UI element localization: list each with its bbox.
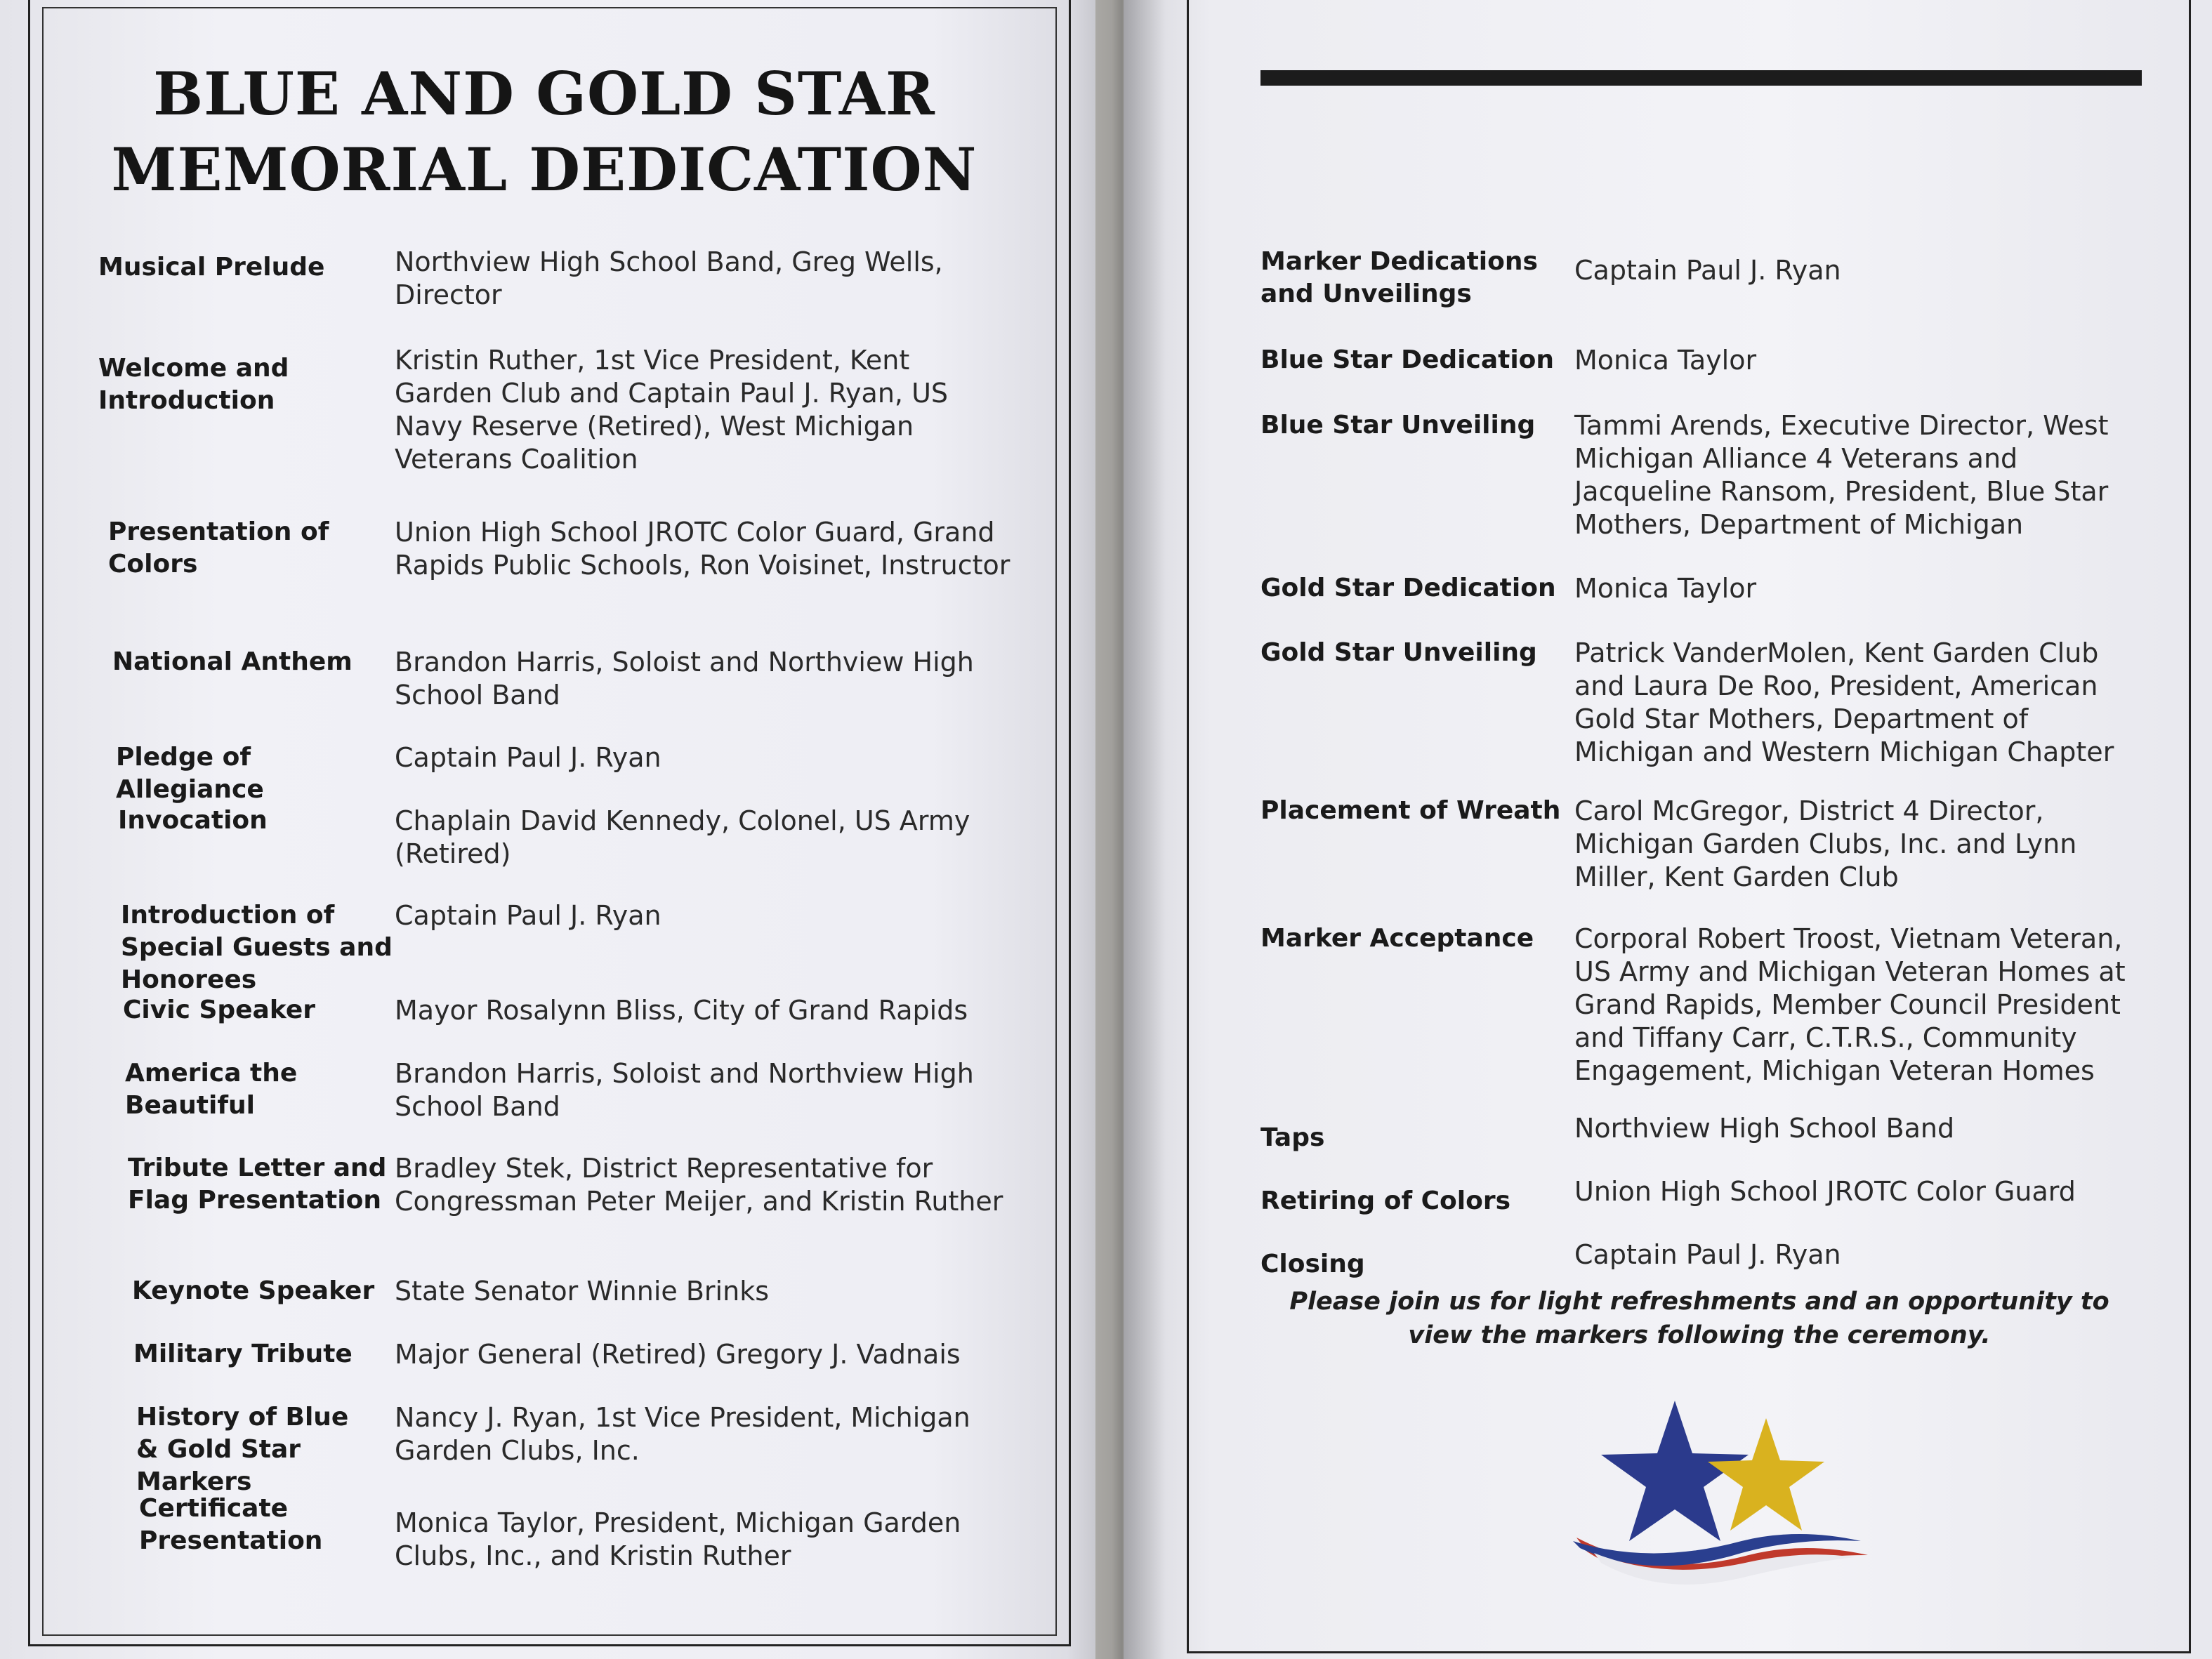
program-participant: Mayor Rosalynn Bliss, City of Grand Rapids <box>395 995 968 1026</box>
program-role: Welcome and Introduction <box>98 354 289 415</box>
program-role: National Anthem <box>112 647 353 676</box>
program-participant: Nancy J. Ryan, 1st Vice President, Michigan Garden Clubs, Inc. <box>395 1402 970 1466</box>
program-participant: Captain Paul J. Ryan <box>395 742 661 773</box>
program-item <box>1260 572 2145 637</box>
program-role: History of Blue & Gold Star Markers <box>136 1403 349 1496</box>
program-item <box>98 805 1011 899</box>
program-role: Placement of Wreath <box>1260 796 1561 825</box>
program-item <box>1260 344 2145 409</box>
title-line-1: BLUE AND GOLD STAR <box>153 59 935 128</box>
program-role: Taps <box>1260 1123 1325 1152</box>
program-role: Gold Star Dedication <box>1260 574 1556 602</box>
program-role: Invocation <box>118 806 268 835</box>
program-role: America the Beautiful <box>125 1059 298 1120</box>
program-item <box>98 1057 1011 1152</box>
program-participant: Kristin Ruther, 1st Vice President, Kent Garden Club and Captain Paul J. Ryan, US Navy Reserve (Retired), West Michigan Veterans Coalition <box>395 345 948 475</box>
program-role: Civic Speaker <box>123 996 315 1024</box>
program-participant: Monica Taylor <box>1574 345 1757 376</box>
program-item <box>1260 409 2145 572</box>
program-item <box>98 994 1011 1057</box>
program-participant: Northview High School Band, Greg Wells, Director <box>395 246 943 310</box>
program-participant: Bradley Stek, District Representative for Congressman Peter Meijer, and Kristin Ruther <box>395 1153 1003 1217</box>
program-role: Introduction of Special Guests and Honorees <box>121 901 393 994</box>
program-item <box>98 1493 1011 1584</box>
program-item <box>98 1338 1011 1401</box>
program-participant: State Senator Winnie Brinks <box>395 1276 770 1307</box>
program-participant: Northview High School Band <box>1574 1113 1955 1144</box>
program-participant: Monica Taylor <box>1574 573 1757 604</box>
program-participant: Major General (Retired) Gregory J. Vadnais <box>395 1339 961 1370</box>
left-page <box>0 0 1095 1659</box>
program-item <box>98 1401 1011 1496</box>
program-item <box>98 516 1011 646</box>
program-item <box>1260 1175 2145 1238</box>
program-role: Tribute Letter and Flag Presentation <box>128 1154 387 1215</box>
program-item <box>98 646 1011 741</box>
program-item <box>1260 1112 2145 1175</box>
program-item <box>1260 795 2145 923</box>
program-role: Presentation of Colors <box>108 517 329 579</box>
program-role: Blue Star Unveiling <box>1260 411 1536 439</box>
blue-gold-stars-flag-icon <box>1573 1397 1875 1608</box>
program-role: Marker Dedications and Unveilings <box>1260 247 1538 308</box>
program-list-right <box>1260 246 2145 1302</box>
program-title <box>105 56 983 208</box>
program-item <box>1260 246 2145 344</box>
program-item <box>98 1152 1011 1275</box>
program-role: Marker Acceptance <box>1260 924 1534 953</box>
program-participant: Brandon Harris, Soloist and Northview High School Band <box>395 647 974 710</box>
program-participant: Monica Taylor, President, Michigan Garden Clubs, Inc., and Kristin Ruther <box>395 1507 961 1571</box>
program-participant: Carol McGregor, District 4 Director, Michigan Garden Clubs, Inc. and Lynn Miller, Kent Garden Club <box>1574 795 2077 892</box>
program-role: Musical Prelude <box>98 253 325 282</box>
refreshments-invitation: Please join us for light refreshments and an opportunity to view the markers following the ceremony. <box>1289 1288 2109 1349</box>
program-role: Retiring of Colors <box>1260 1187 1511 1215</box>
program-role: Military Tribute <box>133 1340 353 1368</box>
program-item <box>1260 637 2145 795</box>
program-item <box>98 1275 1011 1338</box>
title-line-2: MEMORIAL DEDICATION <box>111 135 977 204</box>
program-role: Certificate Presentation <box>139 1494 323 1555</box>
program-role: Gold Star Unveiling <box>1260 638 1537 667</box>
program-participant: Chaplain David Kennedy, Colonel, US Army (Retired) <box>395 805 970 869</box>
program-role: Closing <box>1260 1250 1365 1278</box>
program-item <box>98 741 1011 805</box>
program-participant: Captain Paul J. Ryan <box>1574 255 1841 286</box>
gold-star-icon <box>1708 1418 1824 1531</box>
program-role: Blue Star Dedication <box>1260 345 1555 374</box>
program-participant: Captain Paul J. Ryan <box>395 900 661 931</box>
program-participant: Captain Paul J. Ryan <box>1574 1239 1841 1270</box>
program-participant: Union High School JROTC Color Guard, Grand Rapids Public Schools, Ron Voisinet, Instructor <box>395 517 1010 581</box>
program-participant: Brandon Harris, Soloist and Northview High School Band <box>395 1058 974 1122</box>
program-list-left <box>98 246 1011 1584</box>
program-participant: Tammi Arends, Executive Director, West Michigan Alliance 4 Veterans and Jacqueline Ransom, President, Blue Star Mothers, Department of Michigan <box>1574 410 2109 540</box>
program-item <box>1260 923 2145 1112</box>
program-participant: Patrick VanderMolen, Kent Garden Club and Laura De Roo, President, American Gold Star Mothers, Department of Michigan and Western Michigan Chapter <box>1574 637 2114 767</box>
page-gutter <box>1067 0 1166 1659</box>
program-item <box>98 344 1011 516</box>
program-role: Keynote Speaker <box>132 1276 375 1305</box>
decorative-rule <box>1260 70 2142 86</box>
program-item <box>98 899 1011 994</box>
program-participant: Corporal Robert Troost, Vietnam Veteran, US Army and Michigan Veteran Homes at Grand Rapids, Member Council President and Tiffany Carr, C.T.R.S., Community Engagement, Michigan Veteran Homes <box>1574 923 2126 1086</box>
program-role: Pledge of Allegiance <box>116 743 264 804</box>
program-item <box>98 246 1011 344</box>
program-participant: Union High School JROTC Color Guard <box>1574 1176 2076 1207</box>
